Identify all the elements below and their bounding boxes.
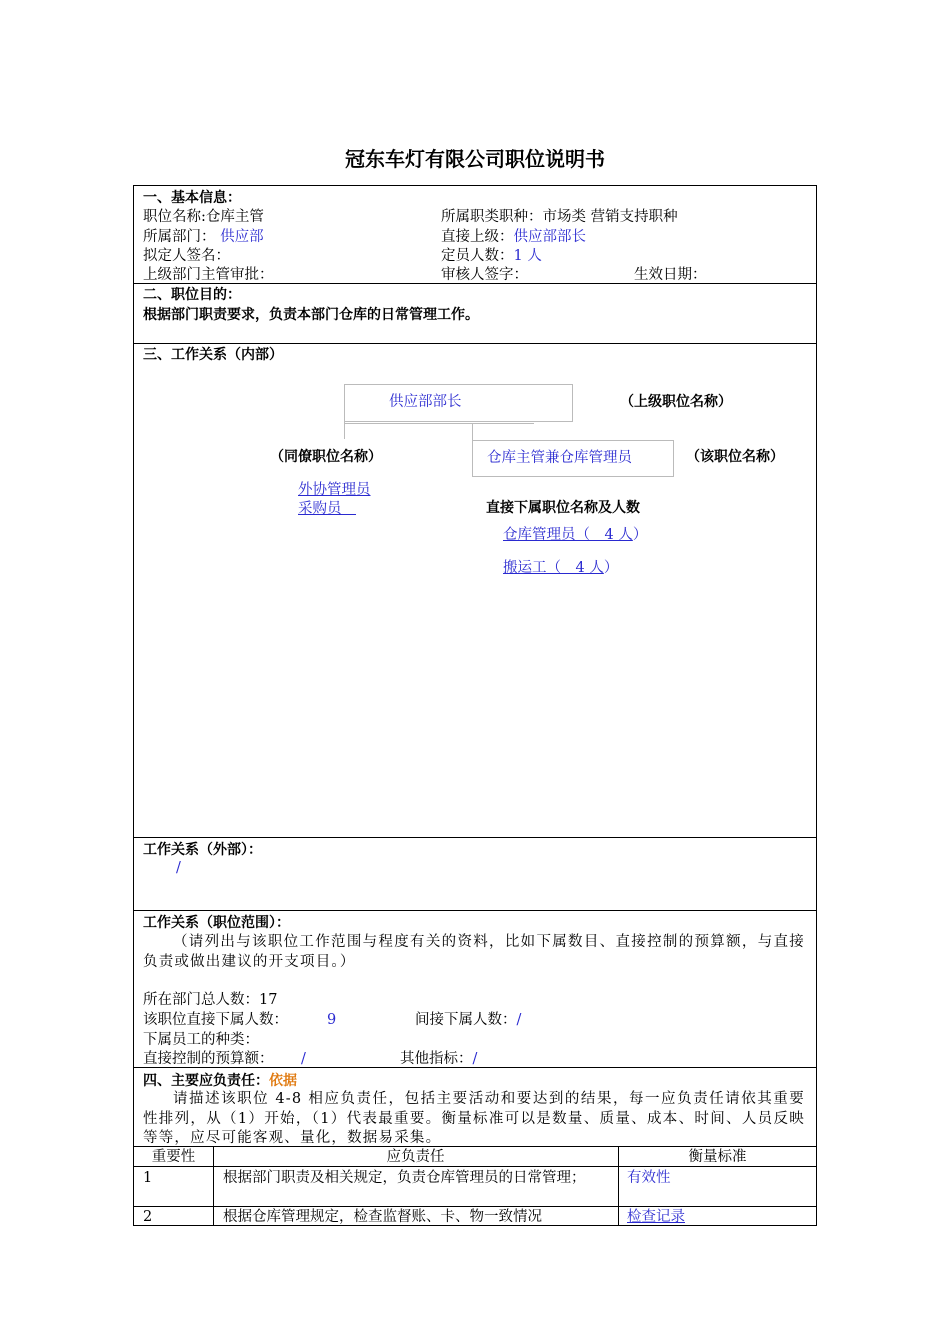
org-connector — [472, 423, 473, 441]
subordinate-name: 搬运工（ — [503, 560, 561, 576]
internal-relations-heading: 三、工作关系（内部） — [143, 347, 283, 363]
table-row-divider — [134, 1206, 816, 1207]
superior-label: 直接上级： — [441, 229, 514, 245]
indirect-label: 间接下属人数： — [415, 1012, 517, 1028]
org-superior-title: 供应部部长 — [389, 394, 462, 410]
headcount-value: 1 人 — [513, 248, 542, 264]
subordinate-count: 4 人 — [590, 527, 633, 543]
indirect-value: / — [516, 1012, 522, 1028]
column-header-importance: 重要性 — [151, 1149, 196, 1165]
staff-types: 下属员工的种类： — [143, 1032, 259, 1048]
duties-heading-text: 四、主要应负责任： — [143, 1073, 269, 1089]
form-frame — [133, 185, 817, 1226]
other-value: / — [472, 1051, 478, 1067]
scope-instruction: （请列出与该职位工作范围与程度有关的资料，比如下属数目、直接控制的预算额，与直接负责或做出建议的开支项目。） — [143, 934, 805, 970]
duty-rank: 2 — [143, 1209, 153, 1225]
department-value: 供应部 — [220, 229, 264, 245]
divider — [134, 910, 816, 911]
subordinates-heading: 直接下属职位名称及人数 — [486, 500, 640, 516]
column-header-standard: 衡量标准 — [688, 1149, 747, 1165]
drafter-signature: 拟定人签名： — [143, 248, 230, 264]
approver-signature: 上级部门主管审批： — [143, 267, 274, 283]
basic-info-heading: 一、基本信息： — [143, 190, 241, 206]
duties-instruction: 请描述该职位 4-8 相应负责任，包括主要活动和要达到的结果，每一应负责任请依其重要性排列，从（1）开始，（1）代表最重要。衡量标准可以是数量、质量、成本、时间、人员反映等等，应尽可能客观、量化，数据易采集。 — [143, 1091, 805, 1146]
budget-value: / — [301, 1051, 306, 1067]
scope-heading: 工作关系（职位范围）： — [143, 915, 290, 931]
self-position-label: （该职位名称） — [686, 449, 784, 465]
peer-position-label: （同僚职位名称） — [270, 449, 382, 465]
org-connector — [344, 423, 534, 424]
reviewer-signature: 审核人签字： — [441, 267, 528, 283]
duties-heading-highlight: 依据 — [269, 1073, 297, 1089]
org-self-title: 仓库主管兼仓库管理员 — [487, 450, 632, 466]
duty-rank: 1 — [143, 1170, 153, 1186]
budget-label: 直接控制的预算额： — [143, 1051, 274, 1067]
other-label: 其他指标： — [400, 1051, 473, 1067]
divider — [134, 837, 816, 838]
duty-standard: 检查记录 — [627, 1209, 685, 1225]
job-class: 所属职类职种：市场类 营销支持职种 — [441, 209, 678, 225]
dept-total: 所在部门总人数：17 — [143, 992, 278, 1008]
other-indicators — [400, 1050, 477, 1069]
external-relations-value: / — [176, 860, 181, 876]
direct-subordinates-value: 9 — [327, 1012, 337, 1028]
direct-subordinates-label: 该职位直接下属人数： — [143, 1012, 288, 1028]
org-self-box — [472, 440, 674, 477]
duty-text: 根据仓库管理规定，检查监督账、卡、物一致情况 — [223, 1209, 542, 1225]
headcount-label: 定员人数： — [441, 248, 514, 264]
duty-text: 根据部门职责及相关规定，负责仓库管理员的日常管理； — [223, 1170, 586, 1186]
divider — [134, 343, 816, 344]
peer-position-1: 外协管理员 — [298, 482, 371, 498]
effective-date: 生效日期： — [634, 267, 707, 283]
subordinate-count: 4 人 — [561, 560, 604, 576]
subordinate-name: 仓库管理员（ — [503, 527, 590, 543]
headcount — [441, 247, 542, 266]
job-name: 职位名称:仓库主管 — [143, 209, 264, 225]
department — [143, 228, 264, 247]
superior-position-label: （上级职位名称） — [620, 394, 732, 410]
superior-value: 供应部部长 — [513, 229, 586, 245]
duty-standard: 有效性 — [627, 1170, 671, 1186]
external-relations-heading: 工作关系（外部）： — [143, 842, 262, 858]
subordinate-item — [503, 559, 618, 578]
superior — [441, 228, 586, 247]
subordinate-item — [503, 526, 647, 545]
duties-heading — [143, 1072, 297, 1091]
subordinate-close: ） — [632, 527, 648, 543]
document-title: 冠东车灯有限公司职位说明书 — [345, 147, 605, 171]
purpose-text: 根据部门职责要求，负责本部门仓库的日常管理工作。 — [143, 307, 479, 323]
org-superior-box — [344, 384, 573, 422]
department-label: 所属部门： — [143, 229, 216, 245]
subordinate-close: ） — [603, 560, 619, 576]
peer-position-2: 采购员 — [298, 501, 356, 517]
purpose-heading: 二、职位目的： — [143, 287, 241, 303]
column-header-duty: 应负责任 — [386, 1149, 445, 1165]
indirect-subordinates — [415, 1011, 521, 1030]
